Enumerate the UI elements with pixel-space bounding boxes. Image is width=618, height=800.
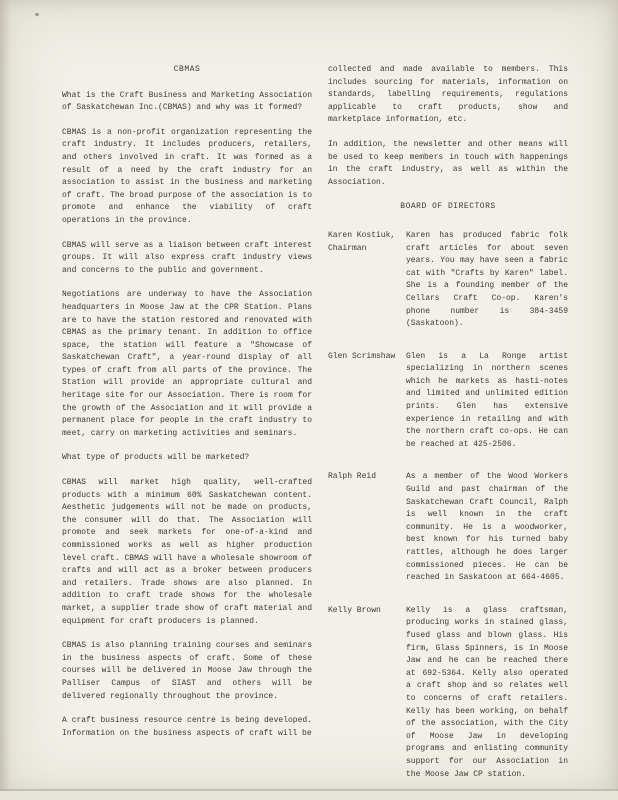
left-column — [62, 64, 312, 800]
body-paragraph: In addition, the newsletter and other means will be used to keep members in touch with happenings in the craft industry, as well as within the Association. — [328, 139, 568, 187]
board-of-directors-heading: BOARD OF DIRECTORS — [400, 202, 496, 212]
director-bio: Karen has produced fabric folk craft articles for about seven years. You may have seen a fabric cat with "Crafts by Karen" label. She is a founding member of the Cellars Craft Co-op. Karen's phone number is 384-3459 (Saskatoon). — [406, 230, 568, 329]
page-title: CBMAS — [173, 65, 201, 74]
director-name: Kelly Brown — [328, 605, 381, 615]
body-paragraph: CBMAS is also planning training courses and seminars in the business aspects of craft. Some of these courses will be delivered in Moose Jaw through the Palliser Campus of SIAST and others will be delivered regionally throughout the province. — [62, 641, 312, 701]
director-name: Karen Kostiuk, — [328, 230, 396, 240]
director-name-block — [328, 471, 406, 584]
director-name: Ralph Reid — [328, 472, 377, 482]
director-entry-ralph-reid — [328, 471, 568, 584]
director-bio: As a member of the Wood Workers Guild and past chairman of the Saskatchewan Craft Council, Ralph is well known in the craft community. He is a woodworker, best known for his turned baby rattles, although he does larger commissioned pieces. He can be reached in Saskatoon at 664-4605. — [406, 472, 568, 583]
body-paragraph: CBMAS will serve as a liaison between craft interest groups. It will also express craft industry views and concerns to the public and government. — [62, 240, 312, 275]
director-entry-kelly-brown — [328, 605, 568, 781]
question-paragraph: What is the Craft Business and Marketing Association of Saskatchewan Inc.(CBMAS) and why was it formed? — [62, 90, 312, 113]
director-name-block — [328, 605, 406, 781]
body-paragraph: CBMAS will market high quality, well-crafted products with a minimum 60% Saskatchewan content. Aesthetic judgements will not be made on products, the consumer will do that. The Association will promote and seek markets for one-of-a-kind and commissioned works as well as higher production level craft. CBMAS will have a wholesale showroom of crafts and will act as a broker between producers and retailers. Trade shows are also planned. In addition to craft trade shows for the wholesale market, a supplier trade show of craft material and equipment for craft producers is planned. — [62, 478, 312, 626]
scan-artifact-speck — [35, 13, 39, 16]
body-paragraph: collected and made available to members. This includes sourcing for materials, information on standards, labelling requirements, regulations applicable to craft products, show and marketplace information, etc. — [328, 65, 568, 125]
director-name-block — [328, 230, 406, 331]
scan-edge-shading — [0, 0, 10, 800]
director-entry-karen-kostiuk — [328, 230, 568, 331]
director-bio: Glen is a La Ronge artist specializing in northern scenes which he markets as hasti-notes and limited and unlimited edition prints. Glen has extensive experience in retailing and with the northern craft co-ops. He can be reached at 425-2506. — [406, 351, 568, 449]
director-title: Chairman — [328, 243, 367, 253]
director-bio: Kelly is a glass craftsman, producing works in stained glass, fused glass and blown glass. His firm, Glass Spinners, is in Moose Jaw and he can be reached there at 692-5364. Kelly also operated a craft shop and so relates well to concerns of craft retailers. Kelly has been working, on behalf of the association, with the City of Moose Jaw in developing programs and enlisting community support for our Association in the Moose Jaw CP station. — [406, 605, 568, 779]
director-name-block — [328, 351, 406, 452]
scan-paper-bottom-strip — [0, 791, 618, 800]
director-entry-glen-scrimshaw — [328, 351, 568, 452]
body-paragraph: Negotiations are underway to have the Association headquarters in Moose Jaw at the CPR Station. Plans are to have the station restored and renovated with CBMAS as the primary tenant. In addition to office space, the station will feature a "Showcase of Saskatchewan Craft", a year-round display of all types of craft from all parts of the province. The Station will provide an appropriate cultural and heritage site for our Association. There is room for the growth of the Association and it will provide a permanent place for people in the craft industry to meet, carry on marketing activities and seminars. — [62, 290, 312, 438]
page-content — [62, 64, 566, 800]
right-column — [328, 64, 568, 800]
body-paragraph: CBMAS is a non-profit organization representing the craft industry. It includes producers, retailers, and others involved in craft. It was formed as a result of a need by the craft industry for an association to assist in the business and marketing of craft. The broad purpose of the association is to promote and enhance the viability of craft operations in the province. — [62, 127, 312, 225]
question-paragraph: What type of products will be marketed? — [62, 453, 250, 463]
body-paragraph: A craft business resource centre is being developed. Information on the business aspects of craft will be — [62, 716, 312, 738]
director-name: Glen Scrimshaw — [328, 351, 396, 361]
